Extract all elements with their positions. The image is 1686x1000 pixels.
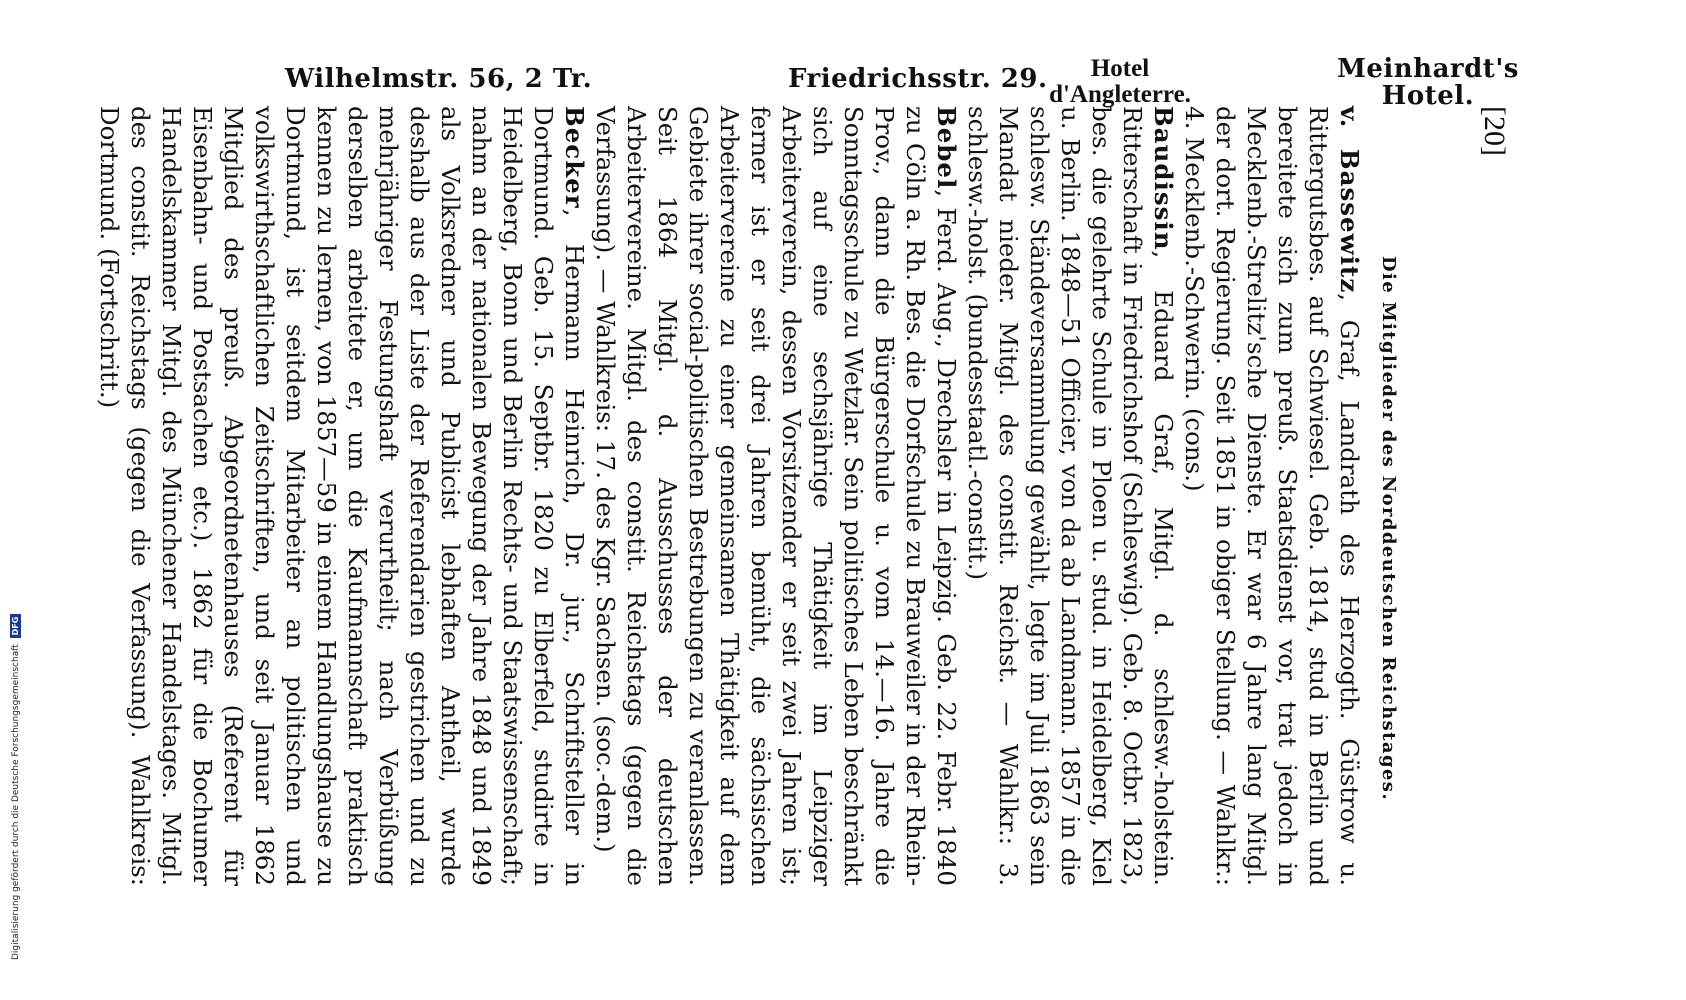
entry-name: v. Bassewitz bbox=[1335, 106, 1364, 294]
header-subtitle: Hotel. bbox=[1381, 81, 1475, 112]
header-title: Wilhelmstr. 56, 2 Tr. bbox=[285, 64, 593, 94]
header-friedrichsstr bbox=[788, 64, 1048, 94]
header-title: Meinhardt's bbox=[1337, 54, 1519, 84]
entry-name: Baudissin bbox=[1149, 106, 1178, 251]
rotated-text-block bbox=[95, 106, 1525, 887]
digitization-credit bbox=[10, 614, 21, 960]
entry-baudissin bbox=[962, 106, 1179, 886]
entry-becker bbox=[94, 106, 590, 886]
entry-bassewitz bbox=[1179, 106, 1365, 886]
entry-name: Bebel bbox=[932, 106, 961, 190]
header-hotel-dangleterre bbox=[1030, 56, 1210, 109]
header-meinhardts-hotel bbox=[1318, 56, 1538, 111]
entry-name: Becker bbox=[560, 106, 589, 209]
running-head: Die Mitglieder des Norddeutschen Reichstages. bbox=[1378, 256, 1399, 801]
page-number: [20] bbox=[1478, 106, 1511, 156]
entry-text: , Graf, Landrath des Herzogth. Güstrow u. Rittergutsbes. auf Schwiesel. Geb. 1814, stud in Berlin und bereitete sich zum preuß. Staatsdienst vor, trat jedoch in Mecklenb.-Strelitz'sche Dienste. Er war 6 Jahre lang Mitgl. der dort. Regierung. Seit 1851 in obiger Stellung. — Wahlkr.: 4. Mecklenb.-Schwerin. (cons.) bbox=[1180, 106, 1364, 887]
entry-text: , Eduard Graf, Mitgl. d. schlesw.-holstein. Ritterschaft in Friedrichshof (Schleswig). Geb. 8. Octbr. 1823, bes. die gelehrte Schule in Ploen u. stud. in Heidelberg, Kiel u. Berlin. 1848—51 Officier, von da ab Landmann. 1857 in die schlesw. Ständeversammlung gewählt, legte im Juli 1863 sein Mandat nieder. Mitgl. des constit. Reichst. — Wahlkr.: 3. schlesw.-holst. (bundesstaatl.-constit.) bbox=[963, 106, 1178, 886]
header-title: Hotel bbox=[1090, 55, 1150, 82]
entry-text: , Hermann Heinrich, Dr. jur., Schriftsteller in Dortmund. Geb. 15. Septbr. 1820 zu Elberfeld, studirte in Heidelberg, Bonn und Berlin Rechts- und Staatswissenschaft; nahm an der nationalen Bewegung der Jahre 1848 und 1849 als Volksredner und Publicist lebhaften Antheil, wurde deshalb aus der Liste der Referendarien gestrichen und zu mehrjähriger Festungshaft verurtheilt; nach Verbüßung derselben arbeitete er, um die Kaufmannschaft praktisch kennen zu lernen, von 1857—59 in einem Handlungshause zu Dortmund, ist seitdem Mitarbeiter an politischen und volkswirthschaftlichen Zeitschriften, und seit Januar 1862 Mitglied des preuß. Abgeordnetenhauses (Referent für Eisenbahn- und Postsachen etc.). 1862 für die Bochumer Handelskammer Mitgl. des Münchener Handelstages. Mitgl. des constit. Reichstags (gegen die Verfassung). Wahlkreis: Dortmund. (Fortschritt.) bbox=[95, 106, 589, 886]
header-wilhelmstr bbox=[285, 64, 593, 94]
header-subtitle: d'Angleterre. bbox=[1049, 81, 1191, 109]
entries-text bbox=[94, 106, 1365, 886]
dfg-logo-icon: DFG bbox=[10, 614, 21, 639]
credit-text: Digitalisierung gefördert durch die Deutsche Forschungsgemeinschaft bbox=[11, 644, 21, 960]
header-title: Friedrichsstr. 29. bbox=[788, 64, 1048, 94]
entry-text: , Ferd. Aug., Drechsler in Leipzig. Geb. 22. Febr. 1840 zu Cöln a. Rh. Bes. die Dorfschule zu Brauweiler in der Rhein-Prov., dann die Bürgerschule u. vom 14.—16. Jahre die Sonntagsschule zu Wetzlar. Sein politisches Leben beschränkt sich auf eine sechsjährige Thätigkeit im Leipziger Arbeiterverein, dessen Vorsitzender er seit zwei Jahren ist; ferner ist er seit drei Jahren bemüht, die sächsischen Arbeitervereine zu einer gemeinsamen Thätigkeit auf dem Gebiete ihrer social-politischen Bestrebungen zu veranlassen. Seit 1864 Mitgl. d. Ausschusses der deutschen Arbeitervereine. Mitgl. des constit. Reichstags (gegen die Verfassung). — Wahlkreis: 17. des Kgr. Sachsen. (soc.-dem.) bbox=[591, 106, 961, 886]
entry-bebel bbox=[590, 106, 962, 886]
